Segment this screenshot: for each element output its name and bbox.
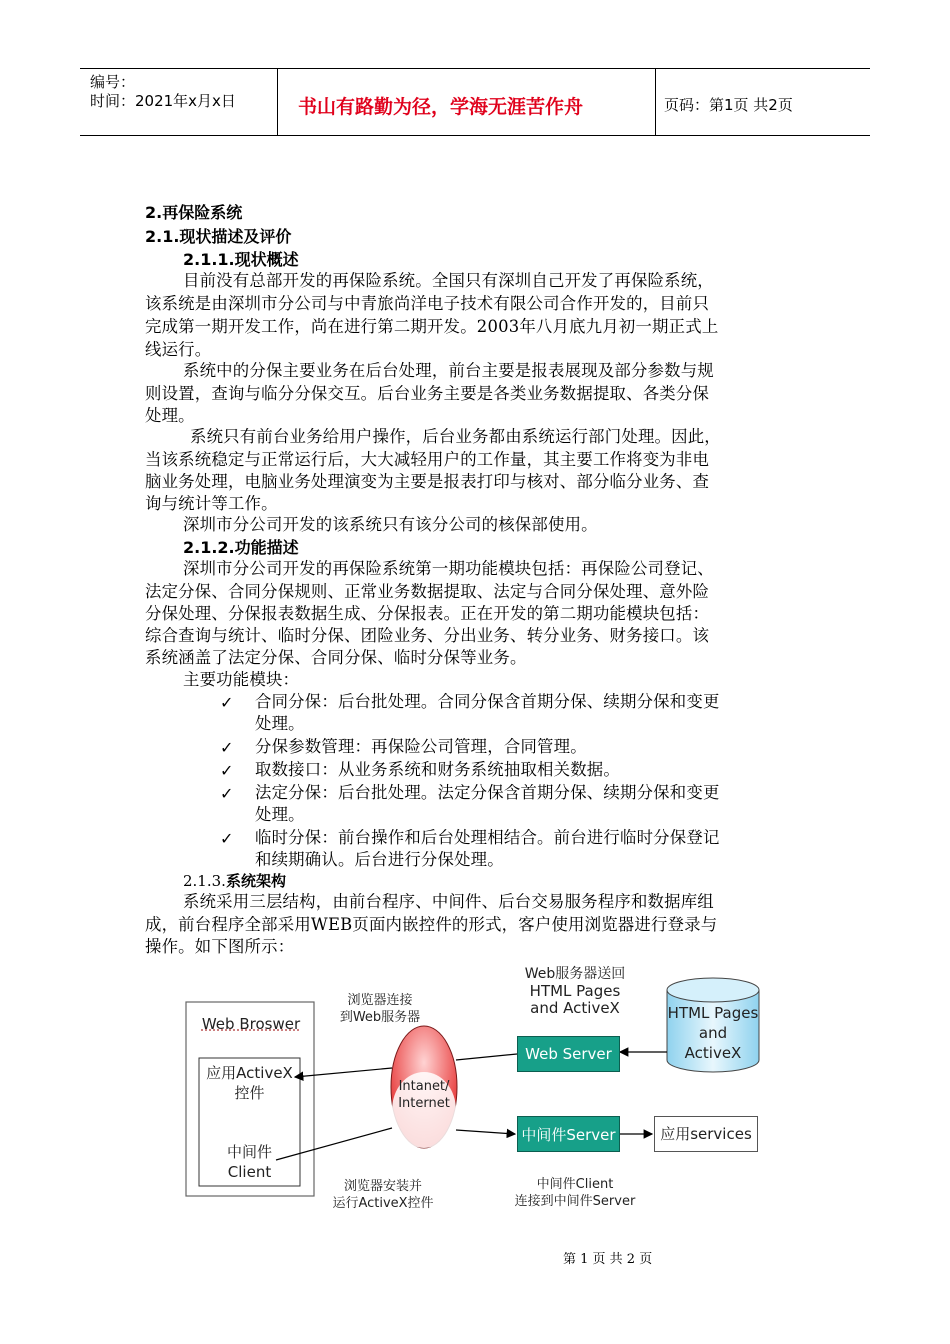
- database-line: ActiveX: [684, 1044, 742, 1062]
- activex-control-line: 应用ActiveX: [206, 1064, 293, 1082]
- intranet-line: Intanet/: [398, 1079, 450, 1094]
- paragraph-1-line: 目前没有总部开发的再保险系统。全国只有深圳自己开发了再保险系统，: [183, 271, 714, 290]
- paragraph-2-line: 则设置，查询与临分分保交互。后台业务主要是各类业务数据提取、各类分保: [145, 384, 710, 403]
- section-heading-2-1: 2.1.现状描述及评价: [145, 227, 292, 246]
- database-line: and: [698, 1024, 728, 1042]
- client-connect-line: 中间件Client: [536, 1177, 614, 1192]
- paragraph-7-line: 成，前台程序全部采用WEB页面内嵌控件的形式，客户使用浏览器进行登录与: [145, 915, 718, 934]
- web-server-return-line: Web服务器送回: [524, 966, 626, 982]
- browser-connect-line: 浏览器连接: [347, 993, 413, 1008]
- intranet-line: Internet: [398, 1096, 450, 1111]
- header-number-label: 编号：: [90, 73, 136, 91]
- paragraph-6: 主要功能模块：: [183, 670, 300, 689]
- database-label: [667, 1003, 759, 1063]
- paragraph-5-line: 综合查询与统计、临时分保、团险业务、分出业务、转分业务、财务接口。该: [145, 626, 710, 645]
- paragraph-2-line: 系统中的分保主要业务在后台处理，前台主要是报表展现及部分参数与规: [183, 361, 714, 380]
- activex-control-line: 控件: [234, 1084, 265, 1102]
- check-icon: ✓: [220, 829, 234, 848]
- paragraph-1-line: 完成第一期开发工作，尚在进行第二期开发。2003年八月底九月初一期正式上: [145, 317, 719, 336]
- web-server-return-line: HTML Pages: [529, 982, 621, 1000]
- web-server-return-label: [510, 966, 640, 1017]
- paragraph-3-line: 询与统计等工作。: [145, 494, 278, 513]
- check-icon: ✓: [220, 761, 234, 780]
- browser-install-line: 浏览器安装并: [343, 1179, 422, 1194]
- header-page-info: 页码：第1页 共2页: [664, 96, 793, 114]
- browser-connect-label: [325, 992, 435, 1026]
- check-icon: ✓: [220, 693, 234, 712]
- paragraph-7-line: 操作。如下图所示：: [145, 937, 295, 956]
- check-icon: ✓: [220, 738, 234, 757]
- section-heading-2-1-2: 2.1.2.功能描述: [183, 538, 299, 557]
- paragraph-3-line: 系统只有前台业务给用户操作，后台业务都由系统运行部门处理。因此，: [190, 427, 721, 446]
- bullet-item-line: 取数接口：从业务系统和财务系统抽取相关数据。: [255, 760, 620, 779]
- paragraph-2-line: 处理。: [145, 406, 195, 425]
- bullet-item-line: 处理。: [255, 714, 305, 733]
- web-server-return-line: and ActiveX: [530, 999, 620, 1017]
- paragraph-5-line: 系统涵盖了法定分保、合同分保、临时分保等业务。: [145, 648, 527, 667]
- heading-2-1-3-number: 2.1.3.: [183, 872, 226, 890]
- middleware-client-line: Client: [227, 1163, 272, 1181]
- paragraph-1-line: 该系统是由深圳市分公司与中青旅尚洋电子技术有限公司合作开发的，目前只: [145, 294, 710, 313]
- paragraph-3-line: 当该系统稳定与正常运行后，大大减轻用户的工作量，其主要工作将变为非电: [145, 450, 710, 469]
- bullet-item-line: 分保参数管理：再保险公司管理，合同管理。: [255, 737, 587, 756]
- section-heading-2: 2.再保险系统: [145, 203, 243, 222]
- app-services-box: 应用services: [654, 1116, 758, 1152]
- paragraph-5-line: 分保处理、分保报表数据生成、分保报表。正在开发的第二期功能模块包括：: [145, 604, 710, 623]
- database-line: HTML Pages: [667, 1004, 759, 1022]
- header-motto: 书山有路勤为径，学海无涯苦作舟: [298, 96, 584, 118]
- middleware-server-box: 中间件Server: [517, 1116, 620, 1152]
- paragraph-4-line: 深圳市分公司开发的该系统只有该分公司的核保部使用。: [183, 515, 598, 534]
- paragraph-7-line: 系统采用三层结构，由前台程序、中间件、后台交易服务程序和数据库组: [183, 892, 714, 911]
- check-icon: ✓: [220, 784, 234, 803]
- paragraph-5-line: 法定分保、合同分保规则、正常业务数据提取、法定与合同分保处理、意外险: [145, 582, 710, 601]
- client-connect-line: 连接到中间件Server: [514, 1194, 636, 1209]
- browser-connect-line: 到Web服务器: [339, 1010, 421, 1025]
- paragraph-3-line: 脑业务处理，电脑业务处理演变为主要是报表打印与核对、部分临分业务、查: [145, 472, 710, 491]
- middleware-client-label: [199, 1142, 300, 1182]
- paragraph-1-line: 线运行。: [145, 340, 212, 359]
- bullet-item-line: 合同分保：后台批处理。合同分保含首期分保、续期分保和变更: [255, 692, 720, 711]
- paragraph-5-line: 深圳市分公司开发的再保险系统第一期功能模块包括：再保险公司登记、: [183, 559, 714, 578]
- bullet-item-line: 处理。: [255, 805, 305, 824]
- bullet-item-line: 法定分保：后台批处理。法定分保含首期分保、续期分保和变更: [255, 783, 720, 802]
- bullet-item-line: 临时分保：前台操作和后台处理相结合。前台进行临时分保登记: [255, 828, 720, 847]
- intranet-label: [388, 1078, 460, 1112]
- bullet-item-line: 和续期确认。后台进行分保处理。: [255, 850, 504, 869]
- page-footer: 第 1 页 共 2 页: [563, 1252, 653, 1267]
- browser-install-label: [318, 1178, 448, 1212]
- heading-2-1-3-text: 系统架构: [225, 872, 286, 890]
- activex-control-label: [199, 1063, 300, 1103]
- browser-install-line: 运行ActiveX控件: [332, 1196, 434, 1211]
- header-time-label: 时间：2021年x月x日: [90, 92, 236, 110]
- web-browser-label: Web Broswer: [201, 1015, 301, 1033]
- middleware-client-line: 中间件: [226, 1143, 272, 1161]
- section-heading-2-1-1: 2.1.1.现状概述: [183, 250, 299, 269]
- web-server-box: Web Server: [517, 1036, 620, 1072]
- client-connect-label: [500, 1176, 650, 1210]
